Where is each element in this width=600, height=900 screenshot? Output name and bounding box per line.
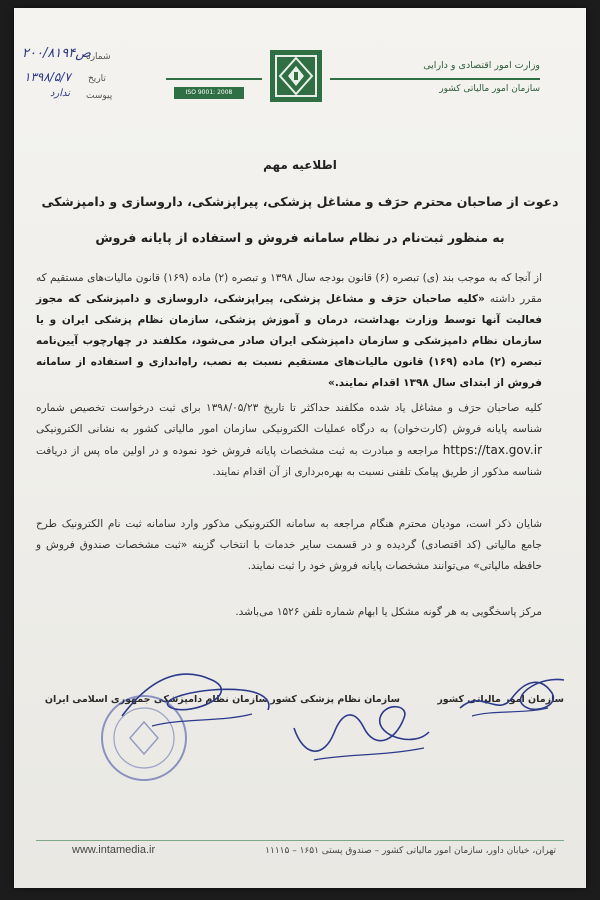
handwritten-number: ۲۰۰/۸۱۹۴ص bbox=[22, 46, 91, 61]
official-seal-icon bbox=[94, 688, 194, 788]
iso-badge: ISO 9001: 2008 bbox=[174, 87, 244, 99]
signature-medical-council-icon bbox=[284, 688, 434, 768]
header-rule-left bbox=[166, 78, 262, 80]
title-line-2: به منظور ثبت‌نام در نظام سامانه فروش و استفاده از پایانه فروش bbox=[95, 230, 505, 245]
organization-name: سازمان امور مالیاتی کشور bbox=[439, 84, 540, 94]
footer-website[interactable]: www.intamedia.ir bbox=[72, 844, 156, 856]
paragraph-1-quote: «کلیه صاحبان حرَف و مشاغل پزشکی، پیراپزشکی، داروسازی و دامپزشکی که مجوز فعالیت آنها توسط وزارت بهداشت، درمان و آموزش پزشکی، سازمان نظام پزشکی ایران و یا سازمان نظام دامپزشکی و سازمان دامپزشکی ایران صادر می‌شود، مکلفند در چهارچوب آیین‌نامه تبصره (۲) ماده (۱۶۹) قانون مالیات‌های مستقیم نسبت به نصب، راه‌اندازی و استفاده از سامانه فروش از ابتدای سال ۱۳۹۸ اقدام نمایند.» bbox=[36, 293, 542, 389]
paragraph-4: مرکز پاسخگویی به هر گونه مشکل یا ابهام شماره تلفن ۱۵۲۶ می‌باشد. bbox=[235, 606, 542, 618]
paragraph-1-intro: از آنجا که به موجب بند (ی) تبصره (۶) قانون بودجه سال ۱۳۹۸ و تبصره (۲) ماده (۱۶۹) قانون مالیات‌های مستقیم که مقرر داشته bbox=[36, 272, 542, 305]
signatory-tax-organization: سازمان امور مالیاتی کشور bbox=[437, 694, 564, 705]
paragraph-2-text: کلیه صاحبان حرَف و مشاغل یاد شده مکلفند حداکثر تا تاریخ ۱۳۹۸/۰۵/۲۳ برای ثبت درخواست تخصیص شماره شناسه پایانه فروش (کارت‌خوان) به درگاه عملیات الکترونیکی سازمان امور مالیاتی کشور به نشانی الکترونیکی bbox=[36, 402, 542, 435]
handwritten-date: ۱۳۹۸/۵/۷ bbox=[24, 70, 71, 84]
letter-page bbox=[14, 8, 586, 888]
title-line-1: دعوت از صاحبان محترم حرَف و مشاغل پزشکی، پیراپزشکی، داروسازی و دامپزشکی bbox=[41, 194, 559, 209]
footer-address: تهران، خیابان داور، سازمان امور مالیاتی کشور – صندوق پستی ۱۶۵۱ – ۱۱۱۱۵ bbox=[265, 846, 556, 856]
signature-tax-organization-icon bbox=[452, 658, 572, 728]
paragraph-2 bbox=[36, 398, 542, 483]
paragraph-2-continued: مراجعه و مبادرت به ثبت مشخصات پایانه فروش خود نموده و در اولین ماه پس از دریافت شناسه مذکور از طریق پیامک تلفنی نسبت به بهره‌برداری از آن اقدام نمایند. bbox=[36, 445, 542, 478]
date-label: تاریخ bbox=[88, 74, 106, 84]
header-rule-right bbox=[330, 78, 540, 80]
number-label: شماره bbox=[86, 52, 111, 62]
attachment-label: پیوست bbox=[86, 91, 113, 101]
signatory-veterinary-council: سازمان نظام دامپزشکی جمهوری اسلامی ایران bbox=[44, 694, 268, 705]
ministry-name: وزارت امور اقتصادی و دارایی bbox=[423, 60, 540, 71]
footer-rule bbox=[36, 840, 564, 841]
paragraph-3: شایان ذکر است، مودیان محترم هنگام مراجعه به سامانه الکترونیکی مذکور وارد سامانه ثبت نام الکترونیک طرح جامع مالیاتی (کد اقتصادی) گردیده و در قسمت سایر خدمات با انتخاب گزینه «ثبت مشخصات صندوق فروش و حافظه مالیاتی» می‌توانند مشخصات پایانه فروش خود را ثبت نمایند. bbox=[36, 518, 542, 572]
paragraph-1 bbox=[36, 268, 542, 394]
handwritten-attachment: ندارد bbox=[50, 88, 71, 99]
notice-heading: اطلاعیه مهم bbox=[263, 158, 337, 172]
tax-portal-link[interactable]: https://tax.gov.ir bbox=[442, 443, 542, 457]
signatory-medical-council: سازمان نظام پزشکی کشور bbox=[270, 694, 400, 705]
tax-organization-emblem-icon bbox=[268, 48, 324, 104]
